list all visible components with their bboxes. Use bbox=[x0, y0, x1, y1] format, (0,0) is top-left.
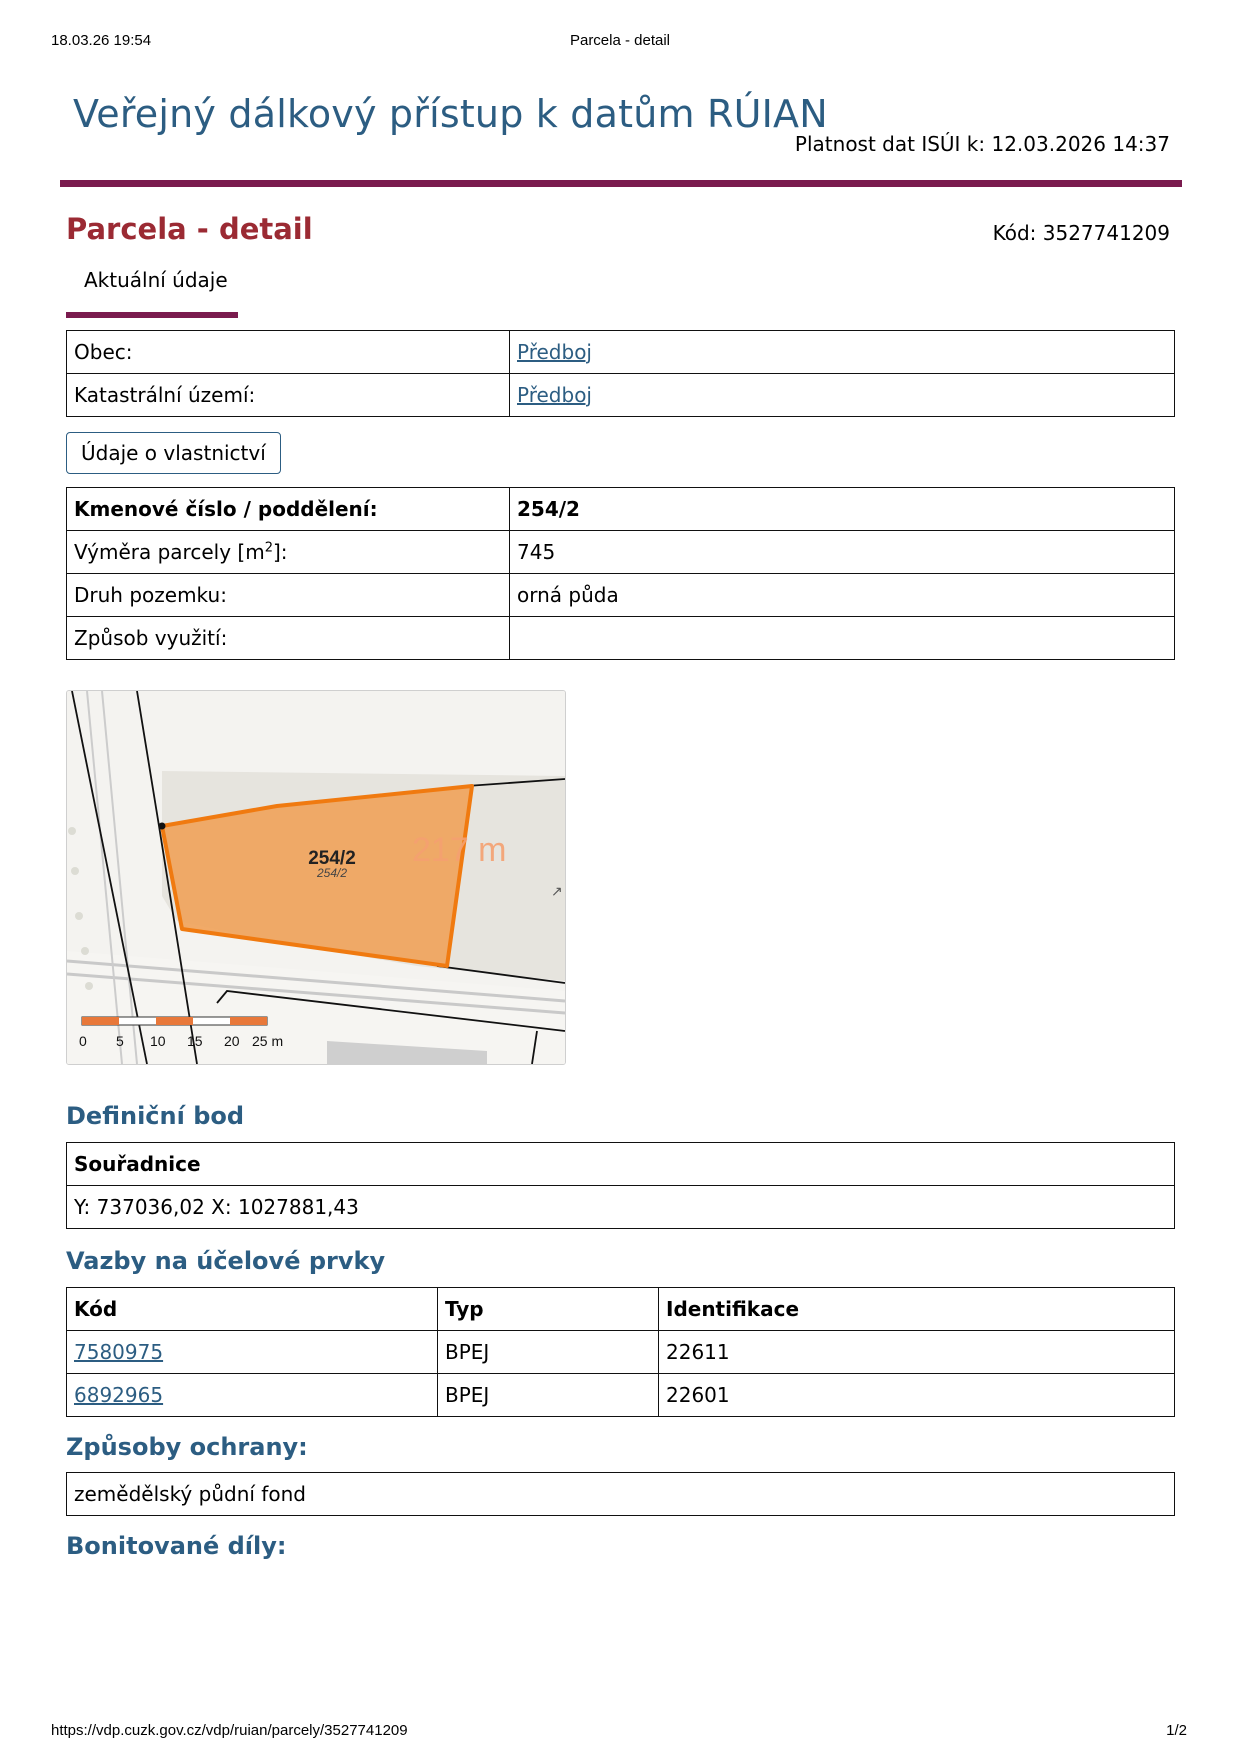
parcel-vertex bbox=[159, 823, 166, 830]
print-title: Parcela - detail bbox=[569, 32, 671, 49]
link-code-cell bbox=[67, 1331, 438, 1374]
table-row bbox=[67, 1186, 1175, 1229]
obec-link[interactable]: Předboj bbox=[517, 340, 592, 364]
print-datetime: 18.03.26 19:54 bbox=[51, 32, 152, 49]
protection-value: zemědělský půdní fond bbox=[67, 1473, 1175, 1516]
map-canvas bbox=[67, 691, 565, 1064]
table-row bbox=[67, 531, 1175, 574]
coordinates-value: Y: 737036,02 X: 1027881,43 bbox=[67, 1186, 1175, 1229]
table-row bbox=[67, 1473, 1175, 1516]
map-symbol: ↗ bbox=[551, 883, 563, 899]
scale-label: 20 bbox=[224, 1033, 240, 1049]
print-url: https://vdp.cuzk.gov.cz/vdp/ruian/parcely/3527741209 bbox=[51, 1722, 408, 1739]
protection-heading: Způsoby ochrany: bbox=[66, 1433, 308, 1461]
cadastral-area-label: Katastrální území: bbox=[67, 374, 510, 417]
parcel-code: Kód: 3527741209 bbox=[992, 221, 1170, 245]
usage-label: Způsob využití: bbox=[67, 617, 510, 660]
area-label-sup: 2 bbox=[264, 540, 273, 556]
parcel-map[interactable] bbox=[66, 690, 566, 1065]
page-title: Parcela - detail bbox=[66, 212, 313, 246]
print-footer bbox=[0, 1722, 1240, 1742]
link-type: BPEJ bbox=[438, 1374, 659, 1417]
scale-label: 5 bbox=[116, 1033, 124, 1049]
scale-label: 10 bbox=[150, 1033, 166, 1049]
location-table bbox=[66, 330, 1175, 417]
scale-bar bbox=[82, 1017, 267, 1025]
link-code[interactable]: 7580975 bbox=[74, 1340, 164, 1364]
coordinates-header: Souřadnice bbox=[67, 1143, 1175, 1186]
scale-label: 25 m bbox=[252, 1033, 284, 1049]
parcel-map-label: 254/2 bbox=[308, 848, 356, 869]
table-row bbox=[67, 331, 1175, 374]
obec-label: Obec: bbox=[67, 331, 510, 374]
table-header-row bbox=[67, 1288, 1175, 1331]
links-heading: Vazby na účelové prvky bbox=[66, 1247, 386, 1275]
table-row bbox=[67, 374, 1175, 417]
cadastral-area-cell bbox=[510, 374, 1175, 417]
print-header bbox=[0, 32, 1240, 52]
area-label-text: Výměra parcely [m bbox=[74, 540, 265, 564]
link-type: BPEJ bbox=[438, 1331, 659, 1374]
table-row bbox=[67, 488, 1175, 531]
usage-value bbox=[510, 617, 1175, 660]
parcel-number-value: 254/2 bbox=[510, 488, 1175, 531]
parcel-map-sublabel: 254/2 bbox=[316, 866, 348, 880]
obec-cell bbox=[510, 331, 1175, 374]
area-label-end: ]: bbox=[272, 540, 288, 564]
header-divider bbox=[60, 180, 1182, 187]
links-table bbox=[66, 1287, 1175, 1417]
table-row bbox=[67, 617, 1175, 660]
land-type-value: orná půda bbox=[510, 574, 1175, 617]
table-row bbox=[67, 1331, 1175, 1374]
parcel-area-value: 745 bbox=[510, 531, 1175, 574]
scale-label: 15 bbox=[187, 1033, 203, 1049]
land-type-label: Druh pozemku: bbox=[67, 574, 510, 617]
bonited-parts-heading: Bonitované díly: bbox=[66, 1532, 287, 1560]
tab-current-data[interactable]: Aktuální údaje bbox=[84, 268, 228, 292]
cadastral-area-link[interactable]: Předboj bbox=[517, 383, 592, 407]
link-code[interactable]: 6892965 bbox=[74, 1383, 164, 1407]
column-header-type: Typ bbox=[438, 1288, 659, 1331]
column-header-code: Kód bbox=[67, 1288, 438, 1331]
print-page-number: 1/2 bbox=[1166, 1722, 1187, 1739]
link-code-cell bbox=[67, 1374, 438, 1417]
tab-active-indicator bbox=[66, 312, 238, 318]
link-identification: 22611 bbox=[659, 1331, 1175, 1374]
parcel-number-label: Kmenové číslo / poddělení: bbox=[67, 488, 510, 531]
ownership-button[interactable]: Údaje o vlastnictví bbox=[66, 432, 281, 474]
data-validity: Platnost dat ISÚI k: 12.03.2026 14:37 bbox=[794, 132, 1170, 156]
protection-table bbox=[66, 1472, 1175, 1516]
parcel-area-label bbox=[67, 531, 510, 574]
parcel-table bbox=[66, 487, 1175, 660]
table-row bbox=[67, 574, 1175, 617]
scale-label: 0 bbox=[79, 1033, 87, 1049]
definition-point-table bbox=[66, 1142, 1175, 1229]
definition-point-heading: Definiční bod bbox=[66, 1102, 245, 1130]
link-identification: 22601 bbox=[659, 1374, 1175, 1417]
distance-label: 217 m bbox=[412, 831, 507, 869]
table-row bbox=[67, 1374, 1175, 1417]
table-row bbox=[67, 1143, 1175, 1186]
column-header-identification: Identifikace bbox=[659, 1288, 1175, 1331]
site-title[interactable]: Veřejný dálkový přístup k datům RÚIAN bbox=[73, 92, 828, 136]
